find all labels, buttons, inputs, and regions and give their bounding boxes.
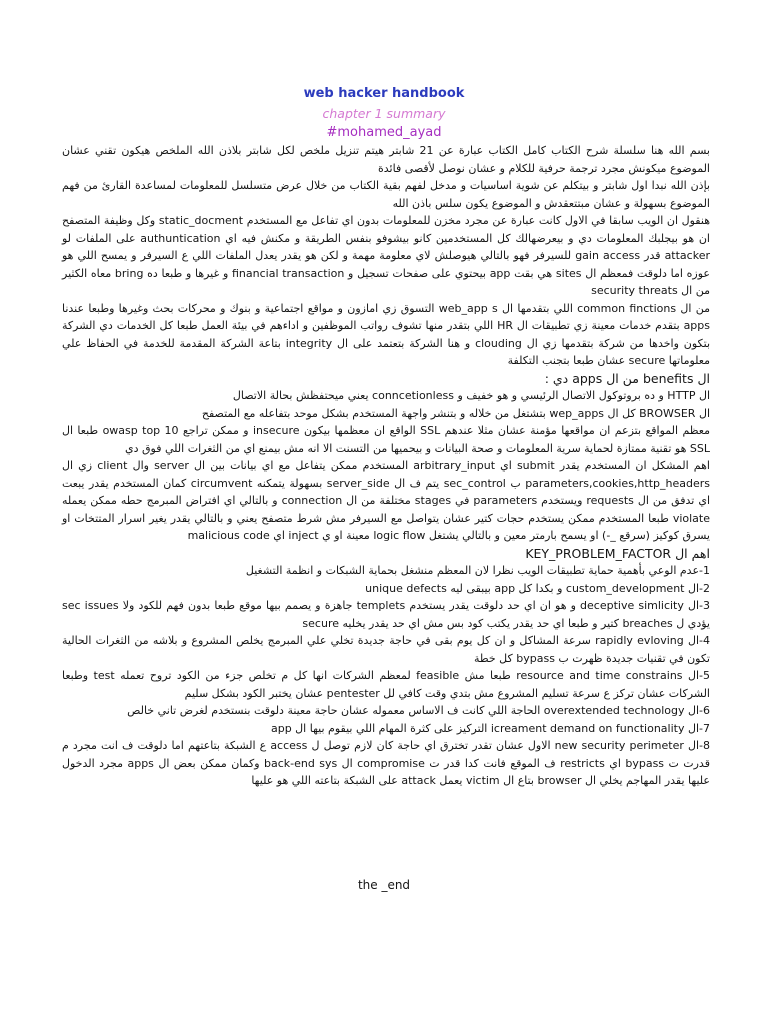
core-problem-paragraph: اهم المشكل ان المستخدم يقدر submit اي arbitrary_input المستخدم ممكن يتفاعل مع اي بيانات بين ال server وال client زي ال parameters,cookies,http_headers ب sec_control يتم ف ال server_side بسهولة يتمكنه circumvent كمان المستخدم يقدر يبعت اي تدفق من ال requests ويستخدم parameters في stages مختلفة من ال connection و بالتالي اي افتراض المبرمج حطه ممكن يعمله violate طبعا المستخدم ممكن يستخدم حجات كتير عشان يتواصل مع السيرفر مش شرط متصفح يعني و بالتالي يقدر يغير اسرار المتتخات او يسرق كوكيز (سرقع _-) او يسمح بارمتر معين و بالتالي يشتغل logic flow معينة او ي inject اي malicious code [62,459,711,542]
common-functions-paragraph: من ال common finctions اللي بتقدمها ال web_app s التسوق زي امازون و مواقع اجتماعية و بنوك و محركات بحث وغيرها وطبعا عندنا apps بتقدم خدمات معينة زي تطبيقات ال HR اللي بتقدر منها تشوف رواتب الموظفين و اداءهم في بيئة العمل طبعا كل الخدمات دي الشركة بتكون واخدها من شركة بتقدمها زي ال clouding و هنا الشركة بتعتمد على ال integrity بتاعة الشركة المقدمة للخدمة في الحفاظ علي معلوماتها secure عشان طبعا بتجنب التكلفة [62,301,711,367]
chapter-intro-paragraph: بإذن الله نبدا اول شابتر و بيتكلم عن شوية اساسيات و مدخل لفهم بقية الكتاب من خلال عرض متسلسل للمعلومات لمساعدة القارئ من فهم الموضوع بسهولة و عشان مبتتعقدش و الموضوع يكون سلس باذن الله [62,179,710,210]
factor-1: 1-عدم الوعي بأهمية حماية تطبيقات الويب نظرا لان المعظم منشغل بحماية الشبكات و انظمة التشغيل [245,564,710,577]
factor-3: 3-ال deceptive simlicity و هو ان اي حد دلوقت يقدر يستخدم templets جاهزة و يصمم بيها موقع طبعا بدون فهم للكود ولا sec issues يؤدي ل breaches كتير و طبعا اي حد يقدر يكتب كود بس مش اي حد يقدر يخليه secure [62,599,711,630]
author-hashtag: #mohamed_ayad [326,125,442,140]
document-subtitle: chapter 1 summary [322,106,446,121]
key-factors-heading: اهم ال KEY_PROBLEM_FACTOR [525,545,710,561]
benefit-browser: ال BROWSER كل ال wep_apps بتشتغل من خلاله و بتنشر واجهة المستخدم بشكل موحد بتفاعله مع المتصفح [201,406,710,420]
ssl-paragraph: معظم المواقع بتزعم ان مواقعها مؤمنة عشان مثلا عندهم SSL الواقع ان معظمها بيكون insecure و ممكن تراجع owasp top 10 طبعا ال SSL هو تقنية ممتازة لحماية سرية المعلومات و صحة البيانات و بيحميها من التسنت الا انه مش بيمنع اي من الثغرات اللي فوق دي [62,424,710,455]
factor-7: 7-ال icreament demand on functionality التركيز على كثرة المهام اللي بيقوم بيها ال app [270,721,710,735]
benefit-http: ال HTTP و ده بروتوكول الاتصال الرئيسي و هو خفيف و conncetionless يعني ميحتفظش بحالة الاتصال [232,389,710,402]
web-history-paragraph: هنقول ان الويب سابقا في الاول كانت عبارة عن مجرد مخزن للمعلومات بدون اي تفاعل مع المستخدم static_docment وكل وظيفة المتصفح ان هو بيجلبك المعلومات دي و بيعرضهالك كل المستخدمين كانو بيشوفو بنفس الطريقة و مكنش فيه اي authuntication على الملفات لو attacker قدر gain access للسيرفر فهو بالتالي هيوصلش لاي معلومة مهمة و لكن هو يقدر يعدل الملفات اللي ع السيرفر و يمسح اللي هو عوزه اما دلوقت فمعظم ال sites هي بقت app بيحتوي على صفحات تسجيل و financial transaction و غيرها و طبعا ده bring معاه الكثير من ال security threats [62,214,710,297]
factor-5: 5-ال resource and time constrains طبعا مش feasible لمعظم الشركات انها كل م تخلص جزء من الكود تروح تعمله test وطبعا الشركات عشان تركز ع سرعة تسليم المشروع مش بتدي وقت كافي لل pentester عشان يختبر الكود بشكل سليم [62,669,711,700]
factor-6: 6-ال overextended technology الحاجة اللي كانت ف الاساس معموله عشان حاجة معينة دلوقت بنستخدم لغرض تاني خالص [127,704,710,717]
factor-8: 8-ال new security perimeter الاول عشان تقدر تخترق اي حاجة كان لازم توصل ل access ع الشبكة بتاعتهم اما دلوقت ف انت مجرد م قدرت ت bypass اي restricts ف الموقع فانت كدا قدر ت compromise ال back-end sys وكمان ممكن بعض ال apps مجرد الدخول عليها يقدر المهاجم يخلي ال browser بتاع ال victim يعمل attack على الشبكة بتاعته اللي هو عليها [62,739,711,787]
document-end: the _end [357,878,411,892]
factor-4: 4-ال rapidly evloving سرعة المشاكل و ان كل يوم بقى في حاجة جديدة تخلي علي المبرمج يخلص المشروع و بلاشه من الثغرات الحالية تكون في تقنيات جديدة ظهرت ب bypass كل خطة [62,634,711,665]
benefits-heading: ال benefits من ال apps دي : [544,370,710,386]
intro-paragraph: بسم الله هنا سلسلة شرح الكتاب كامل الكتاب عبارة عن 21 شابتر هيتم تنزيل ملخص لكل شابتر بلاذن الله الملخص هيكون تقني عشان الموضوع ميكونش مجرد ترجمة حرفية للكلام و عشان نوصل لأقصى فائدة [62,144,710,175]
factor-2: 2-ال custom_development و بكدا كل app بيبقى ليه unique defects [365,581,710,595]
document-body [62,142,710,790]
document-title: web hacker handbook [303,86,465,101]
